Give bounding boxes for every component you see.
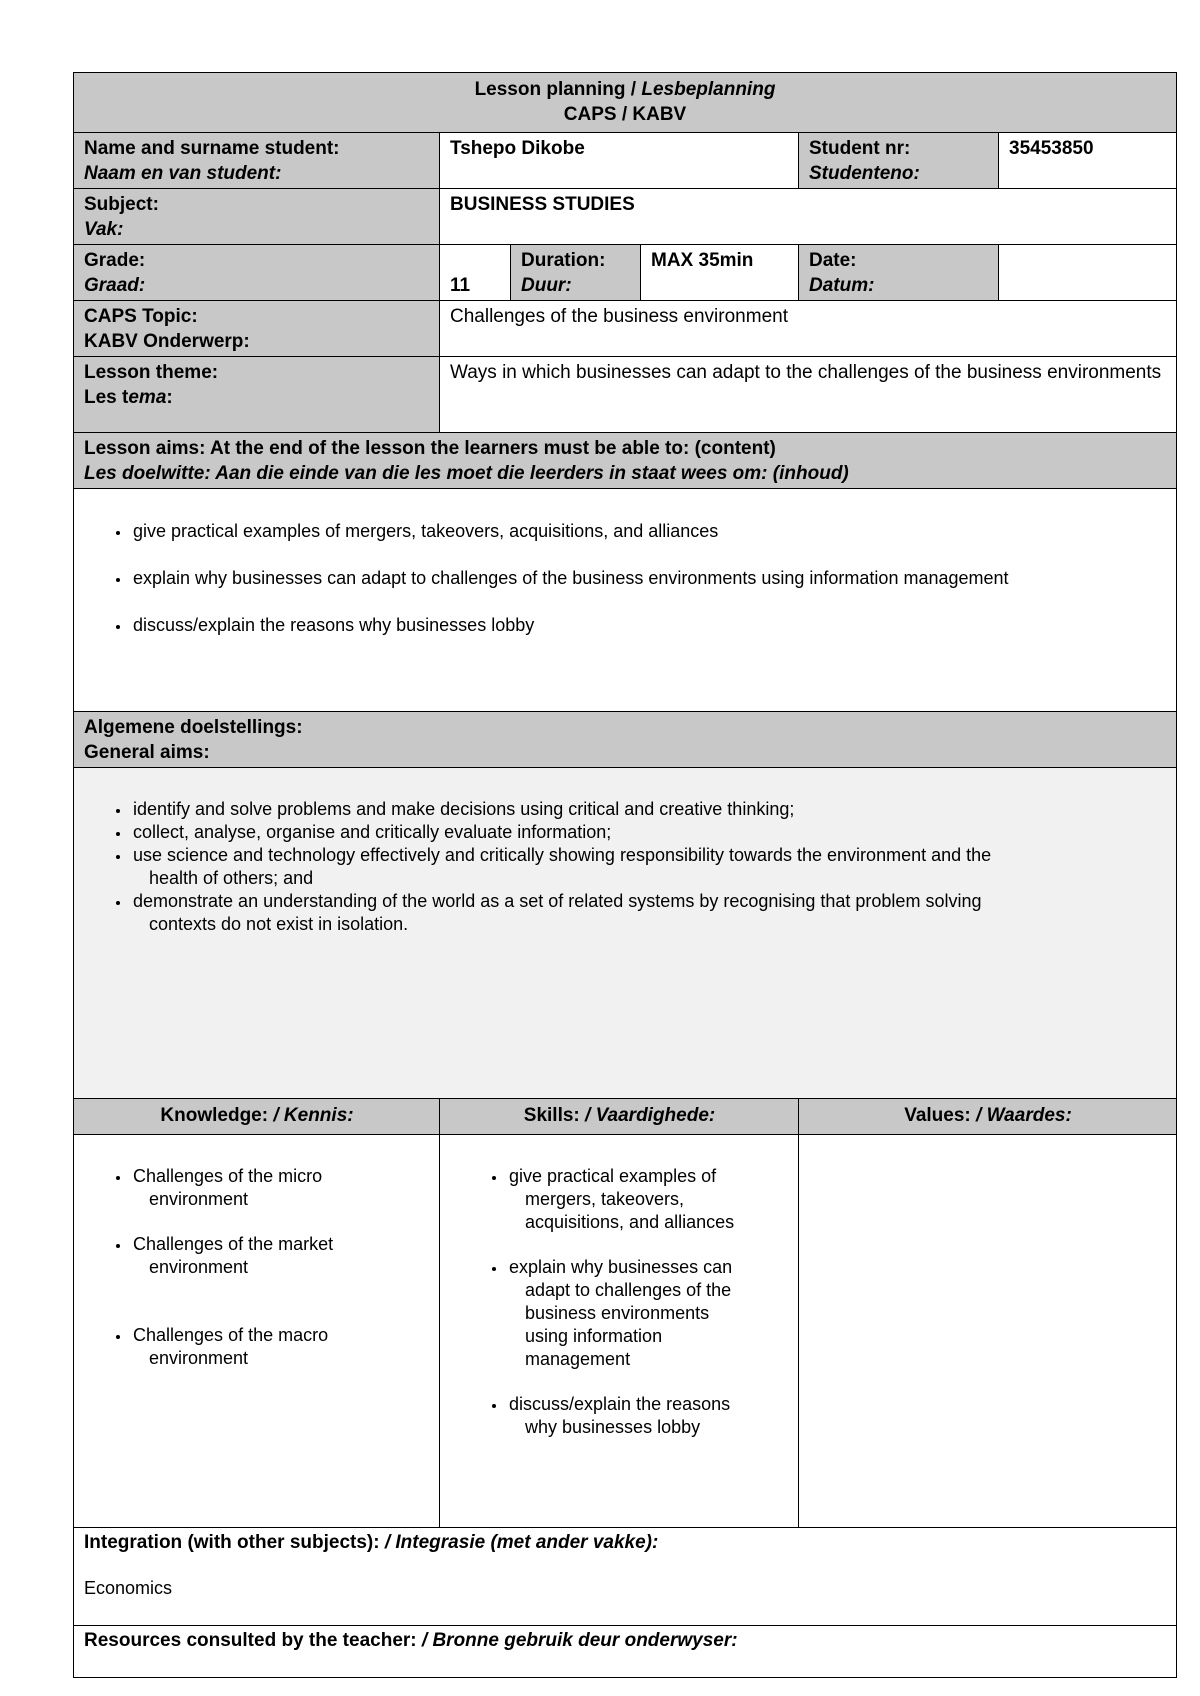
list-item [131, 1233, 430, 1279]
lesson-aims-heading-row [74, 433, 1177, 489]
list-item-continuation: mergers, takeovers, [525, 1189, 685, 1209]
list-item-continuation: contexts do not exist in isolation. [149, 914, 409, 934]
integration-label [84, 1530, 1167, 1555]
list-item [131, 1324, 430, 1370]
theme-label-en: Lesson theme: [84, 362, 219, 383]
list-item-continuation: health of others; and [149, 868, 314, 888]
student-name-label-cell [74, 133, 440, 189]
student-nr-label-af: Studenteno: [809, 163, 920, 184]
lesson-plan-table [73, 72, 1177, 1678]
lesson-aims-list [84, 519, 1167, 637]
title-row [74, 73, 1177, 133]
kvs-heading-row [74, 1099, 1177, 1135]
skills-cell [440, 1135, 799, 1528]
list-item-continuation: business environments [525, 1303, 710, 1323]
kvs-body-row [74, 1135, 1177, 1528]
grade-label-en: Grade: [84, 250, 146, 271]
list-item [131, 844, 1167, 890]
resources-cell [74, 1626, 1177, 1678]
list-item-text: use science and technology effectively and critically showing responsibility towards the environment and the [133, 845, 992, 865]
knowledge-heading-en: Knowledge: [160, 1105, 274, 1126]
list-item-continuation: why businesses lobby [525, 1417, 701, 1437]
grade-row [74, 245, 1177, 301]
subject-label-en: Subject: [84, 194, 159, 215]
grade-label-af: Graad: [84, 275, 146, 296]
values-cell [799, 1135, 1177, 1528]
values-heading-en: Values: [904, 1105, 977, 1126]
duration-label-en: Duration: [521, 250, 606, 271]
knowledge-list [84, 1165, 430, 1370]
list-item-text: explain why businesses can [509, 1257, 733, 1277]
topic-label-en: CAPS Topic: [84, 306, 198, 327]
general-aims-heading-af: Algemene doelstellings: [84, 717, 303, 738]
general-aims-row [74, 768, 1177, 1099]
general-aims-heading-en: General aims: [84, 742, 210, 763]
topic-row [74, 301, 1177, 357]
integration-label-en: Integration (with other subjects): [84, 1532, 385, 1553]
student-nr-value: 35453850 [999, 133, 1177, 189]
theme-value: Ways in which businesses can adapt to the challenges of the business environments [440, 357, 1177, 433]
date-label-af: Datum: [809, 275, 875, 296]
resources-row [74, 1626, 1177, 1678]
list-item-text: discuss/explain the reasons [509, 1394, 731, 1414]
integration-cell [74, 1528, 1177, 1626]
student-nr-label-cell [799, 133, 999, 189]
lesson-aims-heading [74, 433, 1177, 489]
list-item-text: Challenges of the market [133, 1234, 334, 1254]
general-aims-cell [74, 768, 1177, 1099]
subject-label-cell [74, 189, 440, 245]
page-title [74, 73, 1177, 133]
subject-label-af: Vak: [84, 219, 124, 240]
list-item-text: give practical examples of [509, 1166, 717, 1186]
list-item [131, 890, 1167, 936]
list-item-text: identify and solve problems and make decisions using critical and creative thinking; [133, 799, 795, 819]
date-label-cell [799, 245, 999, 301]
lesson-aims-row [74, 489, 1177, 712]
values-heading-af: / Waardes: [976, 1105, 1072, 1126]
knowledge-heading [74, 1099, 440, 1135]
topic-label-af: KABV Onderwerp: [84, 331, 250, 352]
skills-list [450, 1165, 789, 1439]
resources-label-af: / Bronne gebruik deur onderwyser: [421, 1630, 738, 1651]
integration-label-af: / Integrasie (met ander vakke): [384, 1532, 659, 1553]
lesson-aims-heading-en: Lesson aims: At the end of the lesson the learners must be able to: (content) [84, 438, 776, 459]
list-item [131, 798, 1167, 821]
list-item-text: collect, analyse, organise and critically evaluate information; [133, 822, 612, 842]
list-item: • give practical examples of mergers, takeovers, acquisitions, and alliances [131, 519, 1167, 543]
date-label-en: Date: [809, 250, 857, 271]
list-item [507, 1165, 789, 1234]
list-item-continuation: using information [525, 1326, 663, 1346]
list-item [507, 1256, 789, 1371]
duration-label-af: Duur: [521, 275, 572, 296]
values-heading [799, 1099, 1177, 1135]
resources-label-en: Resources consulted by the teacher: [84, 1630, 422, 1651]
duration-label-cell [511, 245, 641, 301]
knowledge-cell [74, 1135, 440, 1528]
skills-heading-af: / Vaardighede: [585, 1105, 716, 1126]
list-item-continuation: environment [149, 1348, 249, 1368]
list-item-continuation: environment [149, 1257, 249, 1277]
general-aims-heading-row [74, 712, 1177, 768]
subject-row [74, 189, 1177, 245]
grade-value: 11 [440, 245, 511, 301]
list-item [507, 1393, 789, 1439]
integration-value: Economics [84, 1578, 173, 1598]
title-line2: CAPS / KABV [563, 104, 687, 125]
lesson-aims-heading-af: Les doelwitte: Aan die einde van die les moet die leerders in staat wees om: (inhoud) [84, 463, 849, 484]
skills-heading-en: Skills: [523, 1105, 586, 1126]
duration-value: MAX 35min [641, 245, 799, 301]
integration-row [74, 1528, 1177, 1626]
student-name-label-af: Naam en van student: [84, 163, 282, 184]
date-value [999, 245, 1177, 301]
resources-label [84, 1628, 1167, 1653]
list-item-continuation: adapt to challenges of the [525, 1280, 732, 1300]
list-item-text: Challenges of the micro [133, 1166, 323, 1186]
grade-label-cell [74, 245, 440, 301]
title-line1-en: Lesson planning / [474, 79, 642, 100]
topic-label-cell [74, 301, 440, 357]
student-name-label-en: Name and surname student: [84, 138, 340, 159]
lesson-plan-sheet [73, 72, 1176, 1678]
list-item [131, 1165, 430, 1211]
list-item: • explain why businesses can adapt to challenges of the business environments using information management [131, 566, 1167, 590]
topic-value: Challenges of the business environment [440, 301, 1177, 357]
list-item-continuation: management [525, 1349, 631, 1369]
knowledge-heading-af: / Kennis: [273, 1105, 354, 1126]
list-item [131, 821, 1167, 844]
general-aims-heading [74, 712, 1177, 768]
student-row [74, 133, 1177, 189]
student-name-value: Tshepo Dikobe [440, 133, 799, 189]
skills-heading [440, 1099, 799, 1135]
subject-value: BUSINESS STUDIES [440, 189, 1177, 245]
list-item-continuation: environment [149, 1189, 249, 1209]
title-line1-af: Lesbeplanning [641, 79, 776, 100]
student-nr-label-en: Student nr: [809, 138, 911, 159]
list-item-text: Challenges of the macro [133, 1325, 329, 1345]
theme-row [74, 357, 1177, 433]
lesson-aims-cell [74, 489, 1177, 712]
theme-label-af: Les tema: [84, 387, 173, 408]
list-item-continuation: acquisitions, and alliances [525, 1212, 735, 1232]
theme-label-cell [74, 357, 440, 433]
list-item-text: demonstrate an understanding of the world as a set of related systems by recognising that problem solving [133, 891, 982, 911]
general-aims-list [84, 798, 1167, 936]
list-item: • discuss/explain the reasons why businesses lobby [131, 613, 1167, 637]
